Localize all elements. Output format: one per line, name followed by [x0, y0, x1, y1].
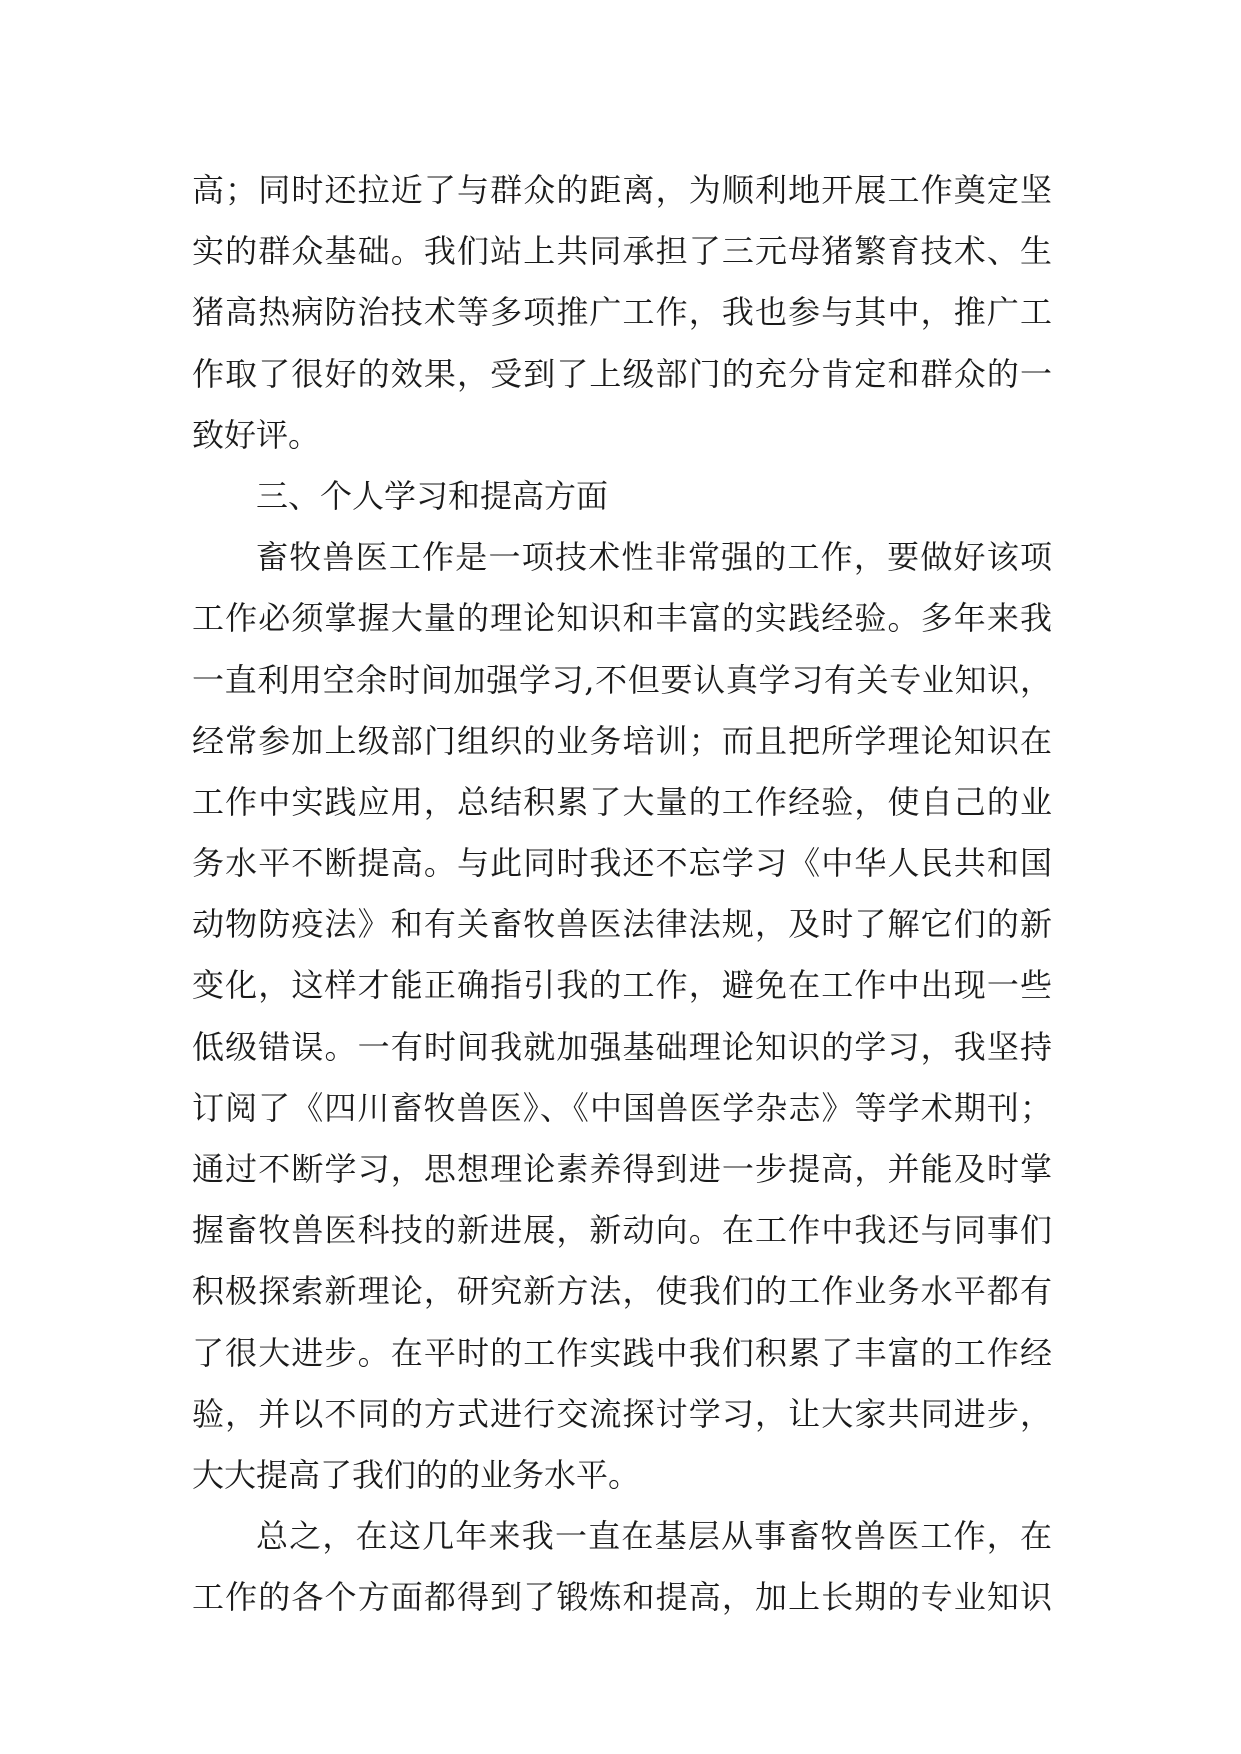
- document-body: [192, 160, 1052, 1629]
- text-line: 动物防疫法》和有关畜牧兽医法律法规，及时了解它们的新: [192, 905, 1052, 944]
- text-line: 变化，这样才能正确指引我的工作，避免在工作中出现一些: [192, 966, 1052, 1005]
- text-line: 猪高热病防治技术等多项推广工作，我也参与其中，推广工: [192, 293, 1052, 332]
- text-line: 致好评。: [192, 415, 321, 454]
- text-line: 握畜牧兽医科技的新进展，新动向。在工作中我还与同事们: [192, 1211, 1052, 1250]
- text-line: 经常参加上级部门组织的业务培训；而且把所学理论知识在: [192, 721, 1052, 760]
- text-line: 验，并以不同的方式进行交流探讨学习，让大家共同进步，: [192, 1394, 1052, 1433]
- text-line: 实的群众基础。我们站上共同承担了三元母猪繁育技术、生: [192, 232, 1052, 271]
- text-line: 大大提高了我们的的业务水平。: [192, 1455, 641, 1494]
- section-heading: 三、个人学习和提高方面: [256, 476, 609, 515]
- text-line: 务水平不断提高。与此同时我还不忘学习《中华人民共和国: [192, 844, 1052, 883]
- text-line: 畜牧兽医工作是一项技术性非常强的工作，要做好该项: [256, 538, 1052, 577]
- text-line: 高；同时还拉近了与群众的距离，为顺利地开展工作奠定坚: [192, 171, 1052, 209]
- text-line: 工作必须掌握大量的理论知识和丰富的实践经验。多年来我: [192, 599, 1052, 638]
- text-line: 低级错误。一有时间我就加强基础理论知识的学习，我坚持: [192, 1027, 1052, 1066]
- text-line: 工作的各个方面都得到了锻炼和提高，加上长期的专业知识: [192, 1578, 1052, 1617]
- text-line: 一直利用空余时间加强学习,不但要认真学习有关专业知识，: [192, 660, 1052, 699]
- text-line: 通过不断学习，思想理论素养得到进一步提高，并能及时掌: [192, 1150, 1052, 1188]
- text-line: 工作中实践应用，总结积累了大量的工作经验，使自己的业: [192, 782, 1052, 821]
- text-line: 作取了很好的效果，受到了上级部门的充分肯定和群众的一: [192, 354, 1052, 393]
- text-line: 了很大进步。在平时的工作实践中我们积累了丰富的工作经: [192, 1333, 1052, 1372]
- text-line: 订阅了《四川畜牧兽医》、《中国兽医学杂志》等学术期刊；: [192, 1088, 1052, 1127]
- text-line: 积极探索新理论，研究新方法，使我们的工作业务水平都有: [192, 1272, 1052, 1311]
- text-line: 总之，在这几年来我一直在基层从事畜牧兽医工作，在: [256, 1517, 1052, 1556]
